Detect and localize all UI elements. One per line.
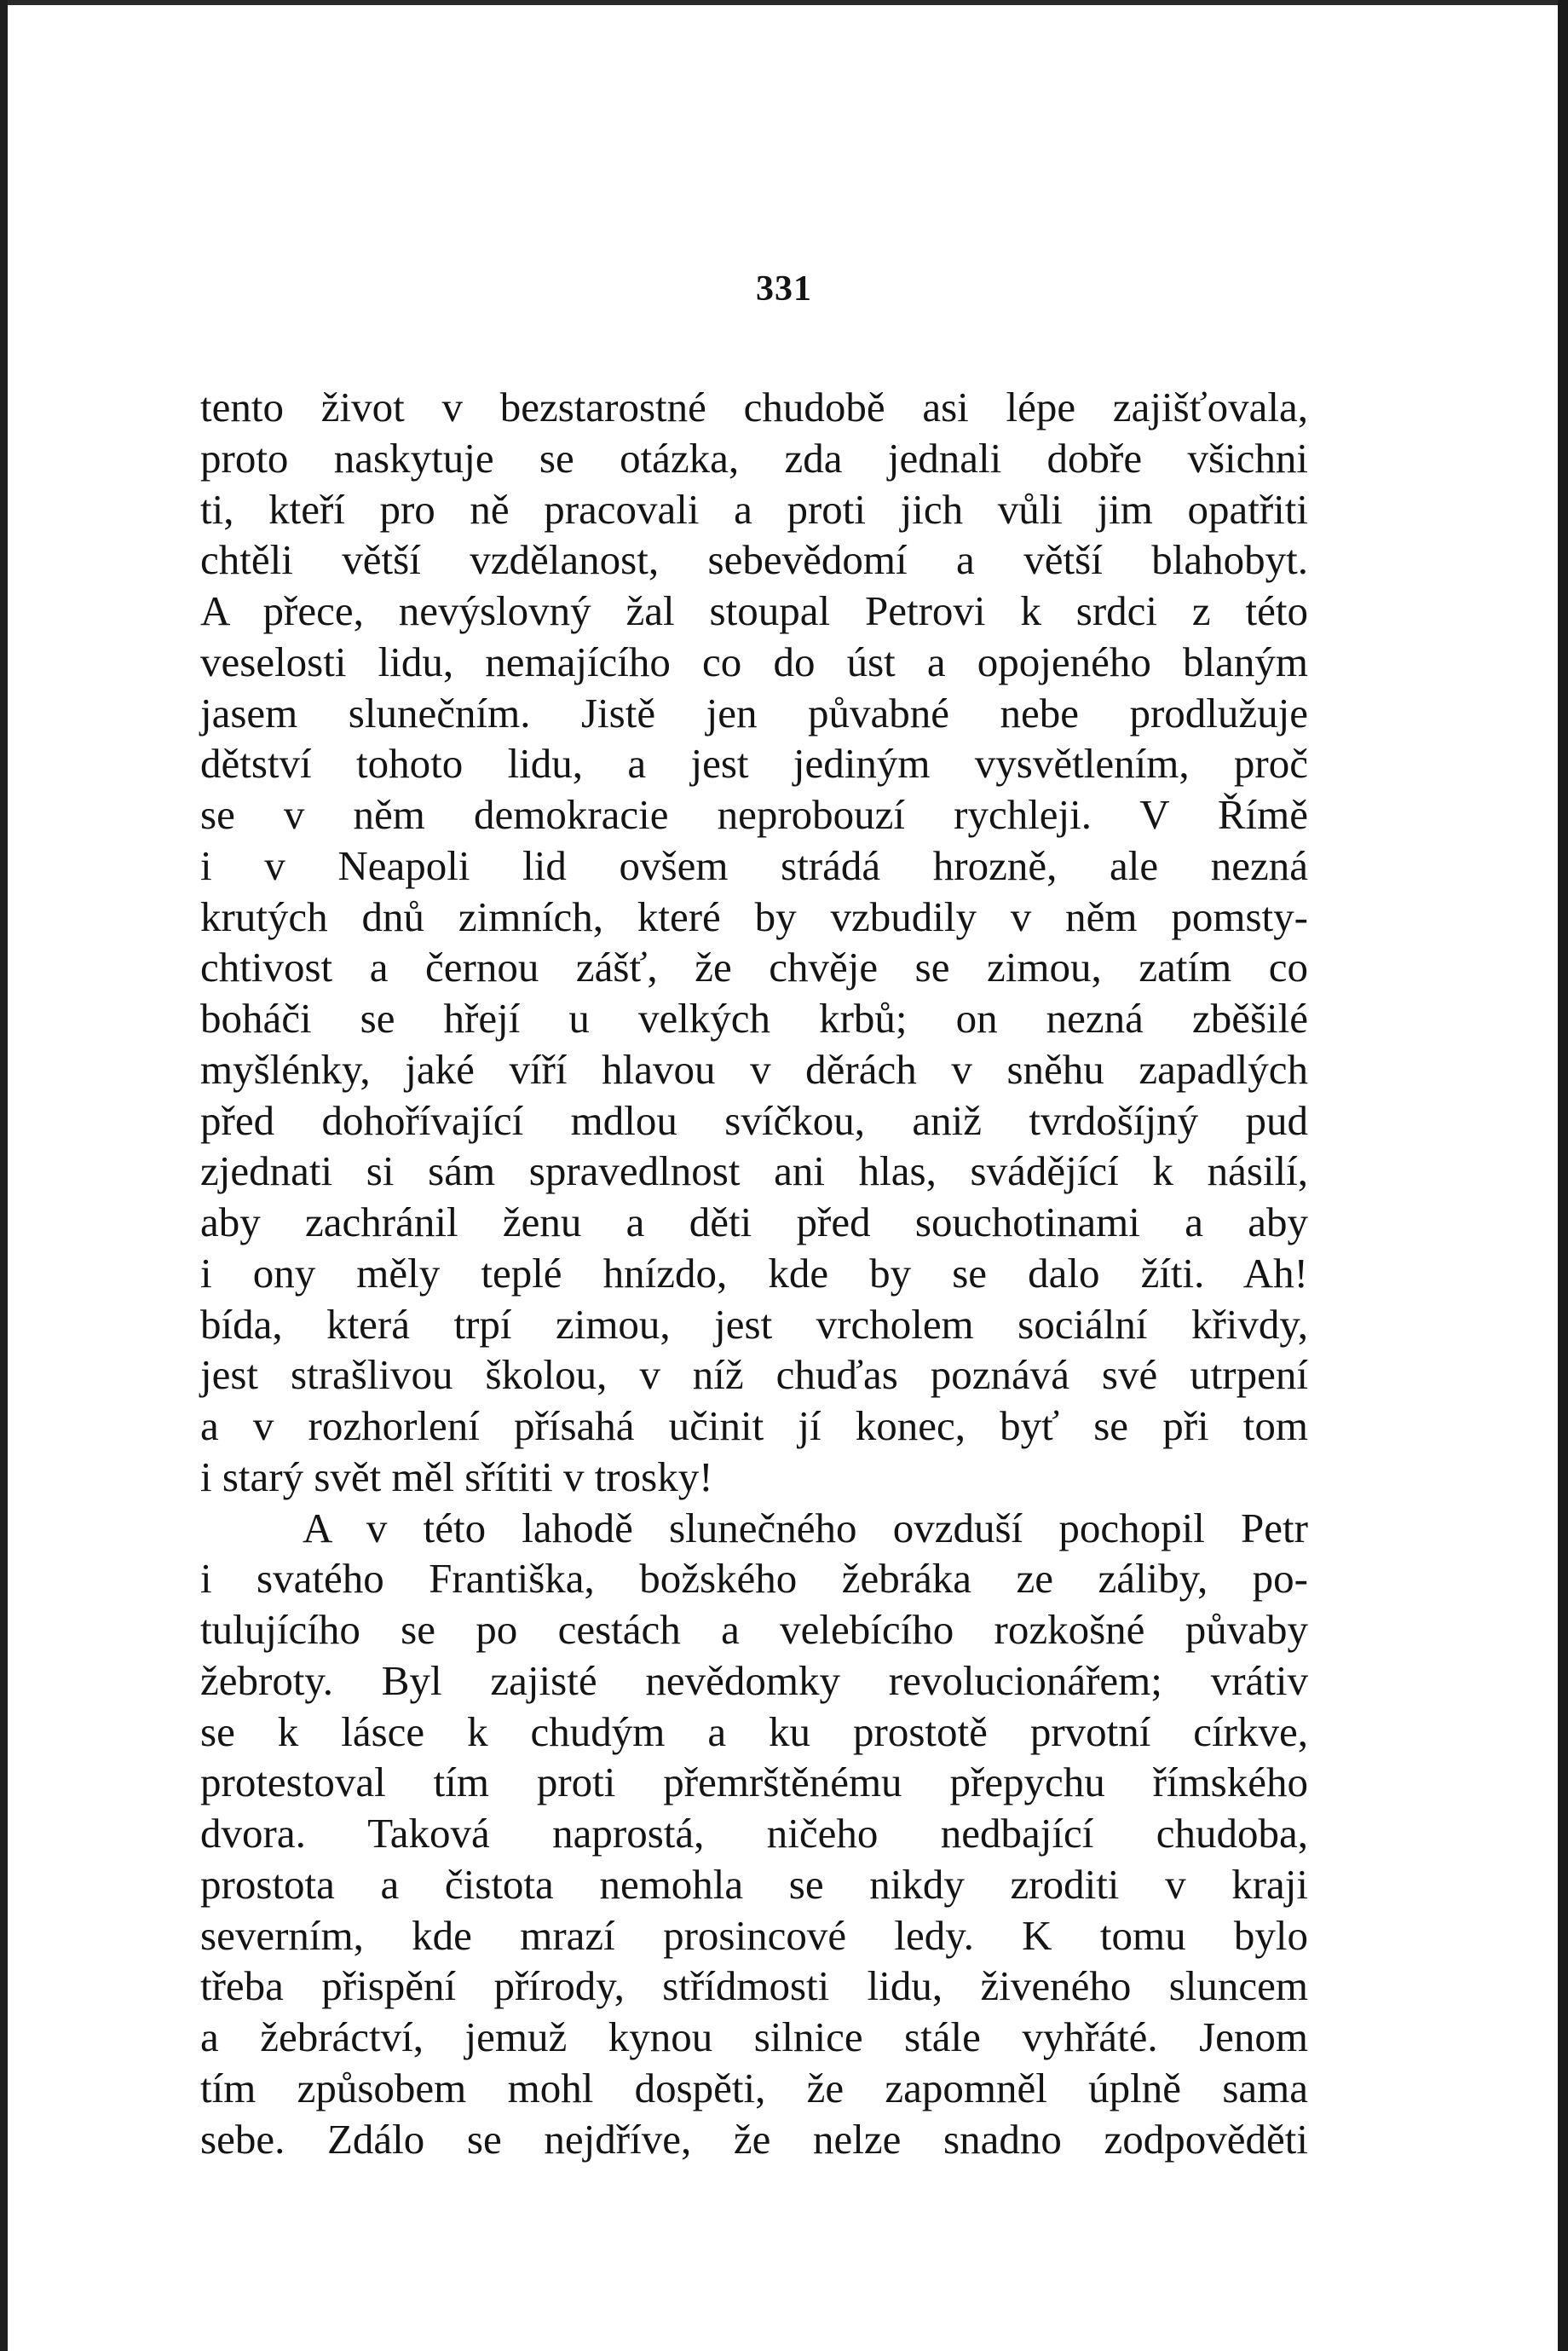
text-line: i ony měly teplé hnízdo, kde by se dalo žíti. Ah!: [200, 1249, 1308, 1297]
text-line: dětství tohoto lidu, a jest jediným vysvětlením, proč: [200, 740, 1308, 788]
text-line: proto naskytuje se otázka, zda jednali dobře všichni: [200, 434, 1308, 482]
text-line: tím způsobem mohl dospěti, že zapomněl úplně sama: [200, 2064, 1308, 2111]
text-line: protestoval tím proti přemrštěnému přepychu římského: [200, 1759, 1308, 1806]
text-line: aby zachránil ženu a děti před souchotinami a aby: [200, 1199, 1308, 1245]
text-line: a žebráctví, jemuž kynou silnice stále vyhřáté. Jenom: [200, 2013, 1308, 2060]
text-line: tento život v bezstarostné chudobě asi lépe zajišťovala,: [200, 384, 1308, 430]
scan-left-edge: [0, 0, 8, 2351]
text-line: i starý svět měl sřítiti v trosky!: [200, 1453, 713, 1500]
text-line: bída, která trpí zimou, jest vrcholem sociální křivdy,: [200, 1300, 1308, 1348]
text-line: chtivost a černou zášť, že chvěje se zimou, zatím co: [200, 944, 1308, 991]
text-line: boháči se hřejí u velkých krbů; on nezná zběšilé: [200, 995, 1308, 1042]
text-line: myšlénky, jaké víří hlavou v děrách v sněhu zapadlých: [200, 1045, 1308, 1093]
text-line: jest strašlivou školou, v níž chuďas poznává své utrpení: [200, 1351, 1308, 1399]
scan-top-edge: [0, 0, 1568, 5]
text-line: jasem slunečním. Jistě jen půvabné nebe prodlužuje: [200, 689, 1308, 736]
paragraph-first-line: A v této lahodě slunečného ovzduší pochopil Petr: [303, 1504, 1308, 1551]
text-line: se v něm demokracie neprobouzí rychleji. V Římě: [200, 791, 1308, 838]
scan-right-edge: [1558, 0, 1568, 2351]
text-line: krutých dnů zimních, které by vzbudily v něm pomsty-: [200, 892, 1308, 940]
text-line: tulujícího se po cestách a velebícího rozkošné půvaby: [200, 1606, 1308, 1653]
text-line: před dohořívající mdlou svíčkou, aniž tvrdošíjný pud: [200, 1096, 1308, 1144]
text-line: a v rozhorlení přísahá učinit jí konec, byť se při tom: [200, 1402, 1308, 1449]
text-line: veselosti lidu, nemajícího co do úst a opojeného blaným: [200, 638, 1308, 685]
text-line: i svatého Františka, božského žebráka ze záliby, po-: [200, 1555, 1308, 1603]
text-line: zjednati si sám spravedlnost ani hlas, svádějící k násilí,: [200, 1147, 1308, 1195]
text-line: prostota a čistota nemohla se nikdy zroditi v kraji: [200, 1860, 1308, 1908]
text-line: severním, kde mrazí prosincové ledy. K tomu bylo: [200, 1911, 1308, 1959]
text-line: dvora. Taková naprostá, ničeho nedbající chudoba,: [200, 1810, 1308, 1857]
text-line: chtěli větší vzdělanost, sebevědomí a větší blahobyt.: [200, 536, 1308, 584]
text-line: ti, kteří pro ně pracovali a proti jich vůli jim opatřiti: [200, 485, 1308, 533]
text-line: třeba přispění přírody, střídmosti lidu, živeného sluncem: [200, 1962, 1308, 2010]
text-line: se k lásce k chudým a ku prostotě prvotní církve,: [200, 1707, 1308, 1755]
page-number: 331: [756, 269, 812, 309]
text-line: A přece, nevýslovný žal stoupal Petrovi k srdci z této: [200, 587, 1308, 634]
text-line: sebe. Zdálo se nejdříve, že nelze snadno zodpověděti: [200, 2115, 1308, 2163]
body-text: [200, 382, 1308, 2164]
text-line: žebroty. Byl zajisté nevědomky revolucionářem; vrátiv: [200, 1656, 1308, 1704]
text-line: i v Neapoli lid ovšem strádá hrozně, ale nezná: [200, 841, 1308, 889]
